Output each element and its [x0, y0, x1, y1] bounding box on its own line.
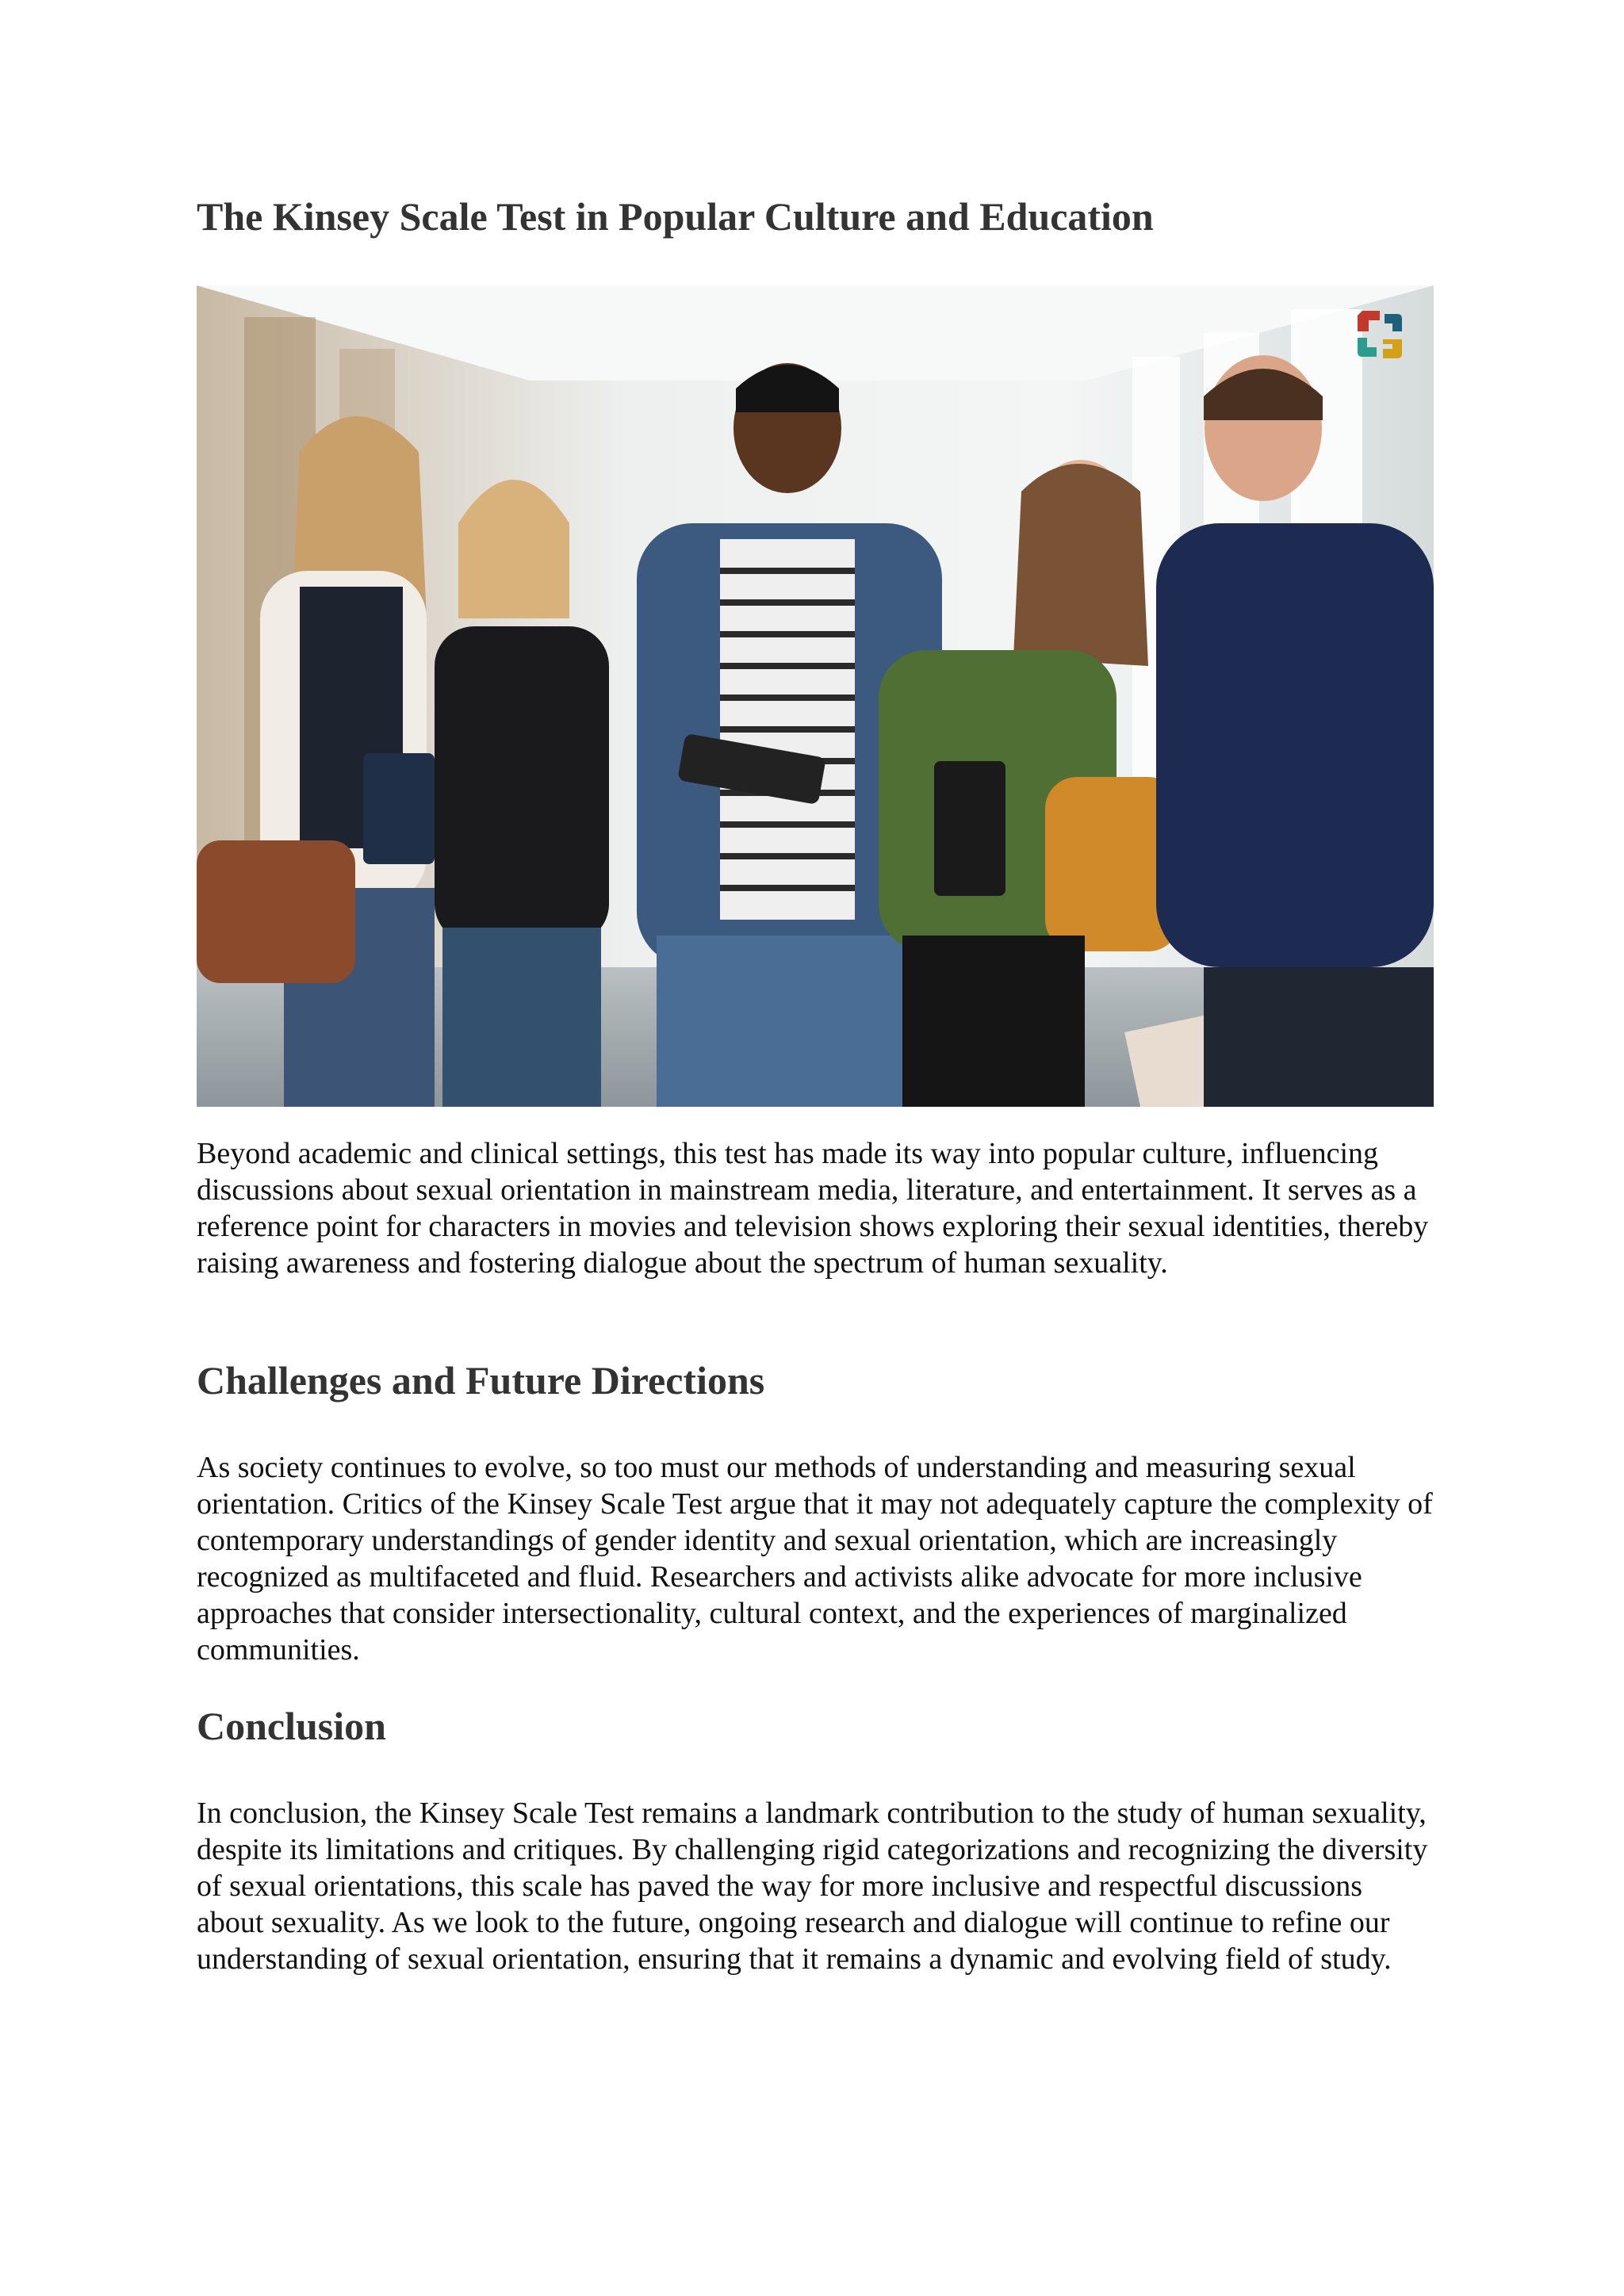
section-paragraph-conclusion: In conclusion, the Kinsey Scale Test remains a landmark contribution to the study of human sexuality, despite its limitations and critiques. By challenging rigid categorizations and recognizing the diversity of sexual orientations, this scale has paved the way for more inclusive and respectful discussions about sexuality. As we look to the future, ongoing research and dialogue will continue to refine our understanding of sexual orientation, ensuring that it remains a dynamic and evolving field of study. — [197, 1797, 1428, 1976]
section-heading-challenges: Challenges and Future Directions — [197, 1358, 765, 1402]
brand-logo-icon — [1348, 303, 1411, 366]
group-photo-icon — [197, 285, 1434, 1107]
page-title: The Kinsey Scale Test in Popular Culture and Education — [197, 194, 1154, 239]
section-heading-conclusion: Conclusion — [197, 1704, 386, 1748]
hero-image — [197, 285, 1434, 1107]
section-paragraph-challenges: As society continues to evolve, so too must our methods of understanding and measuring sexual orientation. Critics of the Kinsey Scale Test argue that it may not adequately capture the complexity of contemporary understandings of gender identity and sexual orientation, which are increasingly recognized as multifaceted and fluid. Researchers and activists alike advocate for more inclusive approaches that consider intersectionality, cultural context, and the experiences of marginalized communities. — [197, 1451, 1433, 1667]
intro-paragraph: Beyond academic and clinical settings, this test has made its way into popular culture, influencing discussions about sexual orientation in mainstream media, literature, and entertainment. It serves as a reference point for characters in movies and television shows exploring their sexual identities, thereby raising awareness and fostering dialogue about the spectrum of human sexuality. — [197, 1137, 1429, 1280]
